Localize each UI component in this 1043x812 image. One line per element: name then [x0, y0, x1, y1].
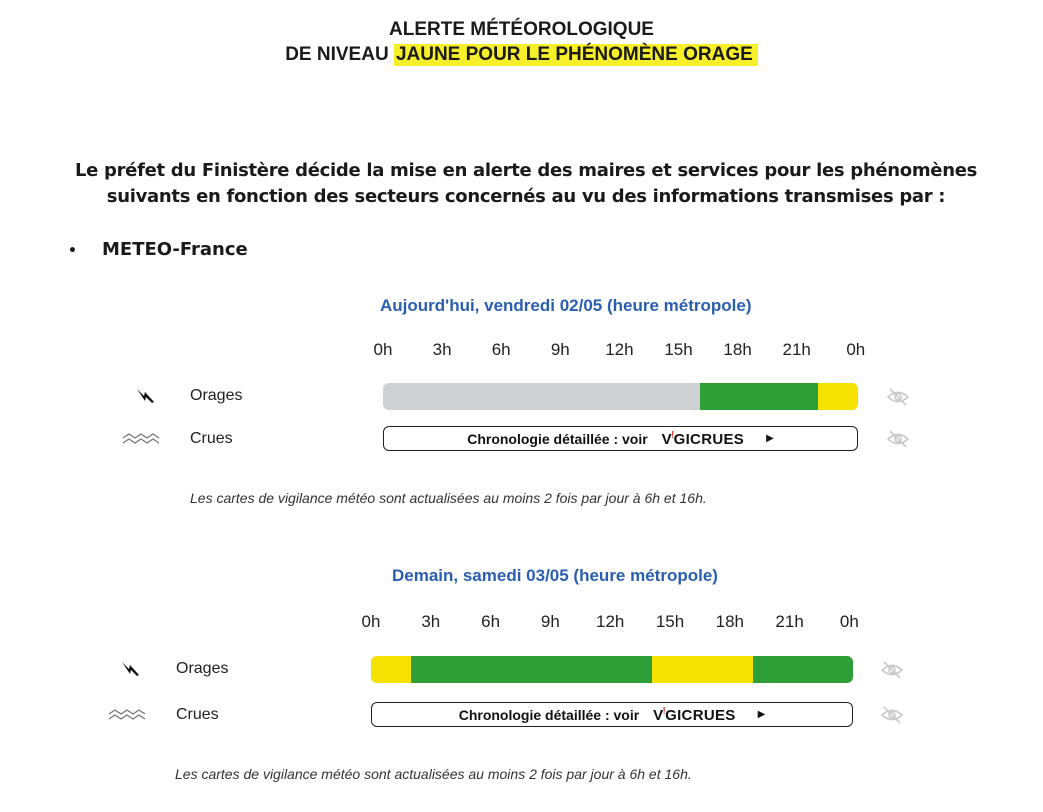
bullet-dot: •: [68, 243, 77, 259]
vigicrues-logo: [653, 706, 735, 724]
timeline-segment-yellow: [371, 656, 411, 683]
vigicrues-logo: [662, 430, 744, 448]
intro-line2: suivants en fonction des secteurs concernés au vu des informations transmises par :: [106, 186, 946, 207]
hour-tick-label: 21h: [782, 340, 811, 359]
hour-tick-label: 12h: [605, 340, 634, 359]
day-title: Aujourd'hui, vendredi 02/05 (heure métropole): [380, 296, 752, 315]
hour-tick-label: 21h: [775, 612, 804, 631]
hour-tick-label: 9h: [550, 340, 570, 359]
hour-tick-label: 0h: [846, 340, 866, 359]
hidden-eye-icon[interactable]: [880, 660, 904, 680]
timeline-segment-grey: [383, 383, 700, 410]
hidden-eye-icon[interactable]: [886, 429, 910, 449]
row-label-crues: Crues: [176, 706, 219, 723]
row-label-orages: Orages: [176, 660, 229, 677]
hour-tick-label: 6h: [481, 612, 501, 631]
row-label-crues: Crues: [190, 430, 233, 447]
vigicrues-link-button[interactable]: [383, 426, 858, 451]
timeline-segment-green: [753, 656, 853, 683]
vigicrues-logo-rest: GICRUES: [665, 706, 736, 724]
update-note: Les cartes de vigilance météo sont actualisées au moins 2 fois par jour à 6h et 16h.: [175, 766, 692, 782]
orages-timeline-bar: [383, 383, 858, 410]
alert-level-highlight: JAUNE POUR LE PHÉNOMÈNE ORAGE: [394, 44, 758, 66]
hidden-eye-icon[interactable]: [880, 705, 904, 725]
play-arrow-icon: ▶: [766, 433, 774, 444]
vigicrues-link-text: Chronologie détaillée : voir: [458, 706, 640, 723]
hidden-eye-icon[interactable]: [886, 387, 910, 407]
vigicrues-logo-accent: !: [670, 429, 675, 441]
hour-tick-label: 3h: [421, 612, 441, 631]
vigicrues-link-button[interactable]: [371, 702, 853, 727]
hour-tick-label: 6h: [491, 340, 511, 359]
vigicrues-logo-rest: GICRUES: [673, 430, 745, 448]
waves-icon: [122, 432, 162, 446]
vigicrues-link-text: Chronologie détaillée : voir: [467, 430, 648, 447]
timeline-segment-yellow: [818, 383, 858, 410]
lightning-icon: [135, 385, 157, 407]
orages-timeline-bar: [371, 656, 853, 683]
row-label-orages: Orages: [190, 387, 243, 404]
source-item: [68, 239, 248, 260]
hour-tick-label: 9h: [540, 612, 560, 631]
vigicrues-logo-accent: !: [662, 705, 667, 717]
source-name: METEO-France: [102, 239, 248, 260]
waves-icon: [108, 708, 148, 722]
alert-title-line2: [0, 43, 1043, 66]
vigicrues-logo-v: V: [661, 430, 672, 448]
timeline-segment-green: [411, 656, 652, 683]
timeline-segment-yellow: [652, 656, 752, 683]
hour-tick-label: 0h: [373, 340, 393, 359]
hour-tick-label: 15h: [664, 340, 693, 359]
intro-paragraph: [46, 158, 1006, 210]
update-note: Les cartes de vigilance météo sont actualisées au moins 2 fois par jour à 6h et 16h.: [190, 490, 707, 506]
vigicrues-logo-v: V: [653, 706, 664, 724]
hour-tick-label: 12h: [596, 612, 625, 631]
alert-title-line1: ALERTE MÉTÉOROLOGIQUE: [389, 19, 654, 40]
lightning-icon: [120, 658, 142, 680]
intro-line1: Le préfet du Finistère décide la mise en alerte des maires et services pour les phénomènes: [74, 160, 978, 181]
hour-tick-label: 18h: [723, 340, 752, 359]
day-title: Demain, samedi 03/05 (heure métropole): [392, 566, 718, 585]
hour-tick-label: 3h: [432, 340, 452, 359]
alert-title-prefix: DE NIVEAU: [285, 44, 394, 65]
play-arrow-icon: ▶: [757, 709, 766, 720]
hour-tick-label: 0h: [361, 612, 381, 631]
hour-tick-label: 18h: [715, 612, 744, 631]
hour-tick-label: 15h: [655, 612, 685, 631]
hour-tick-label: 0h: [839, 612, 859, 631]
timeline-segment-green: [700, 383, 819, 410]
